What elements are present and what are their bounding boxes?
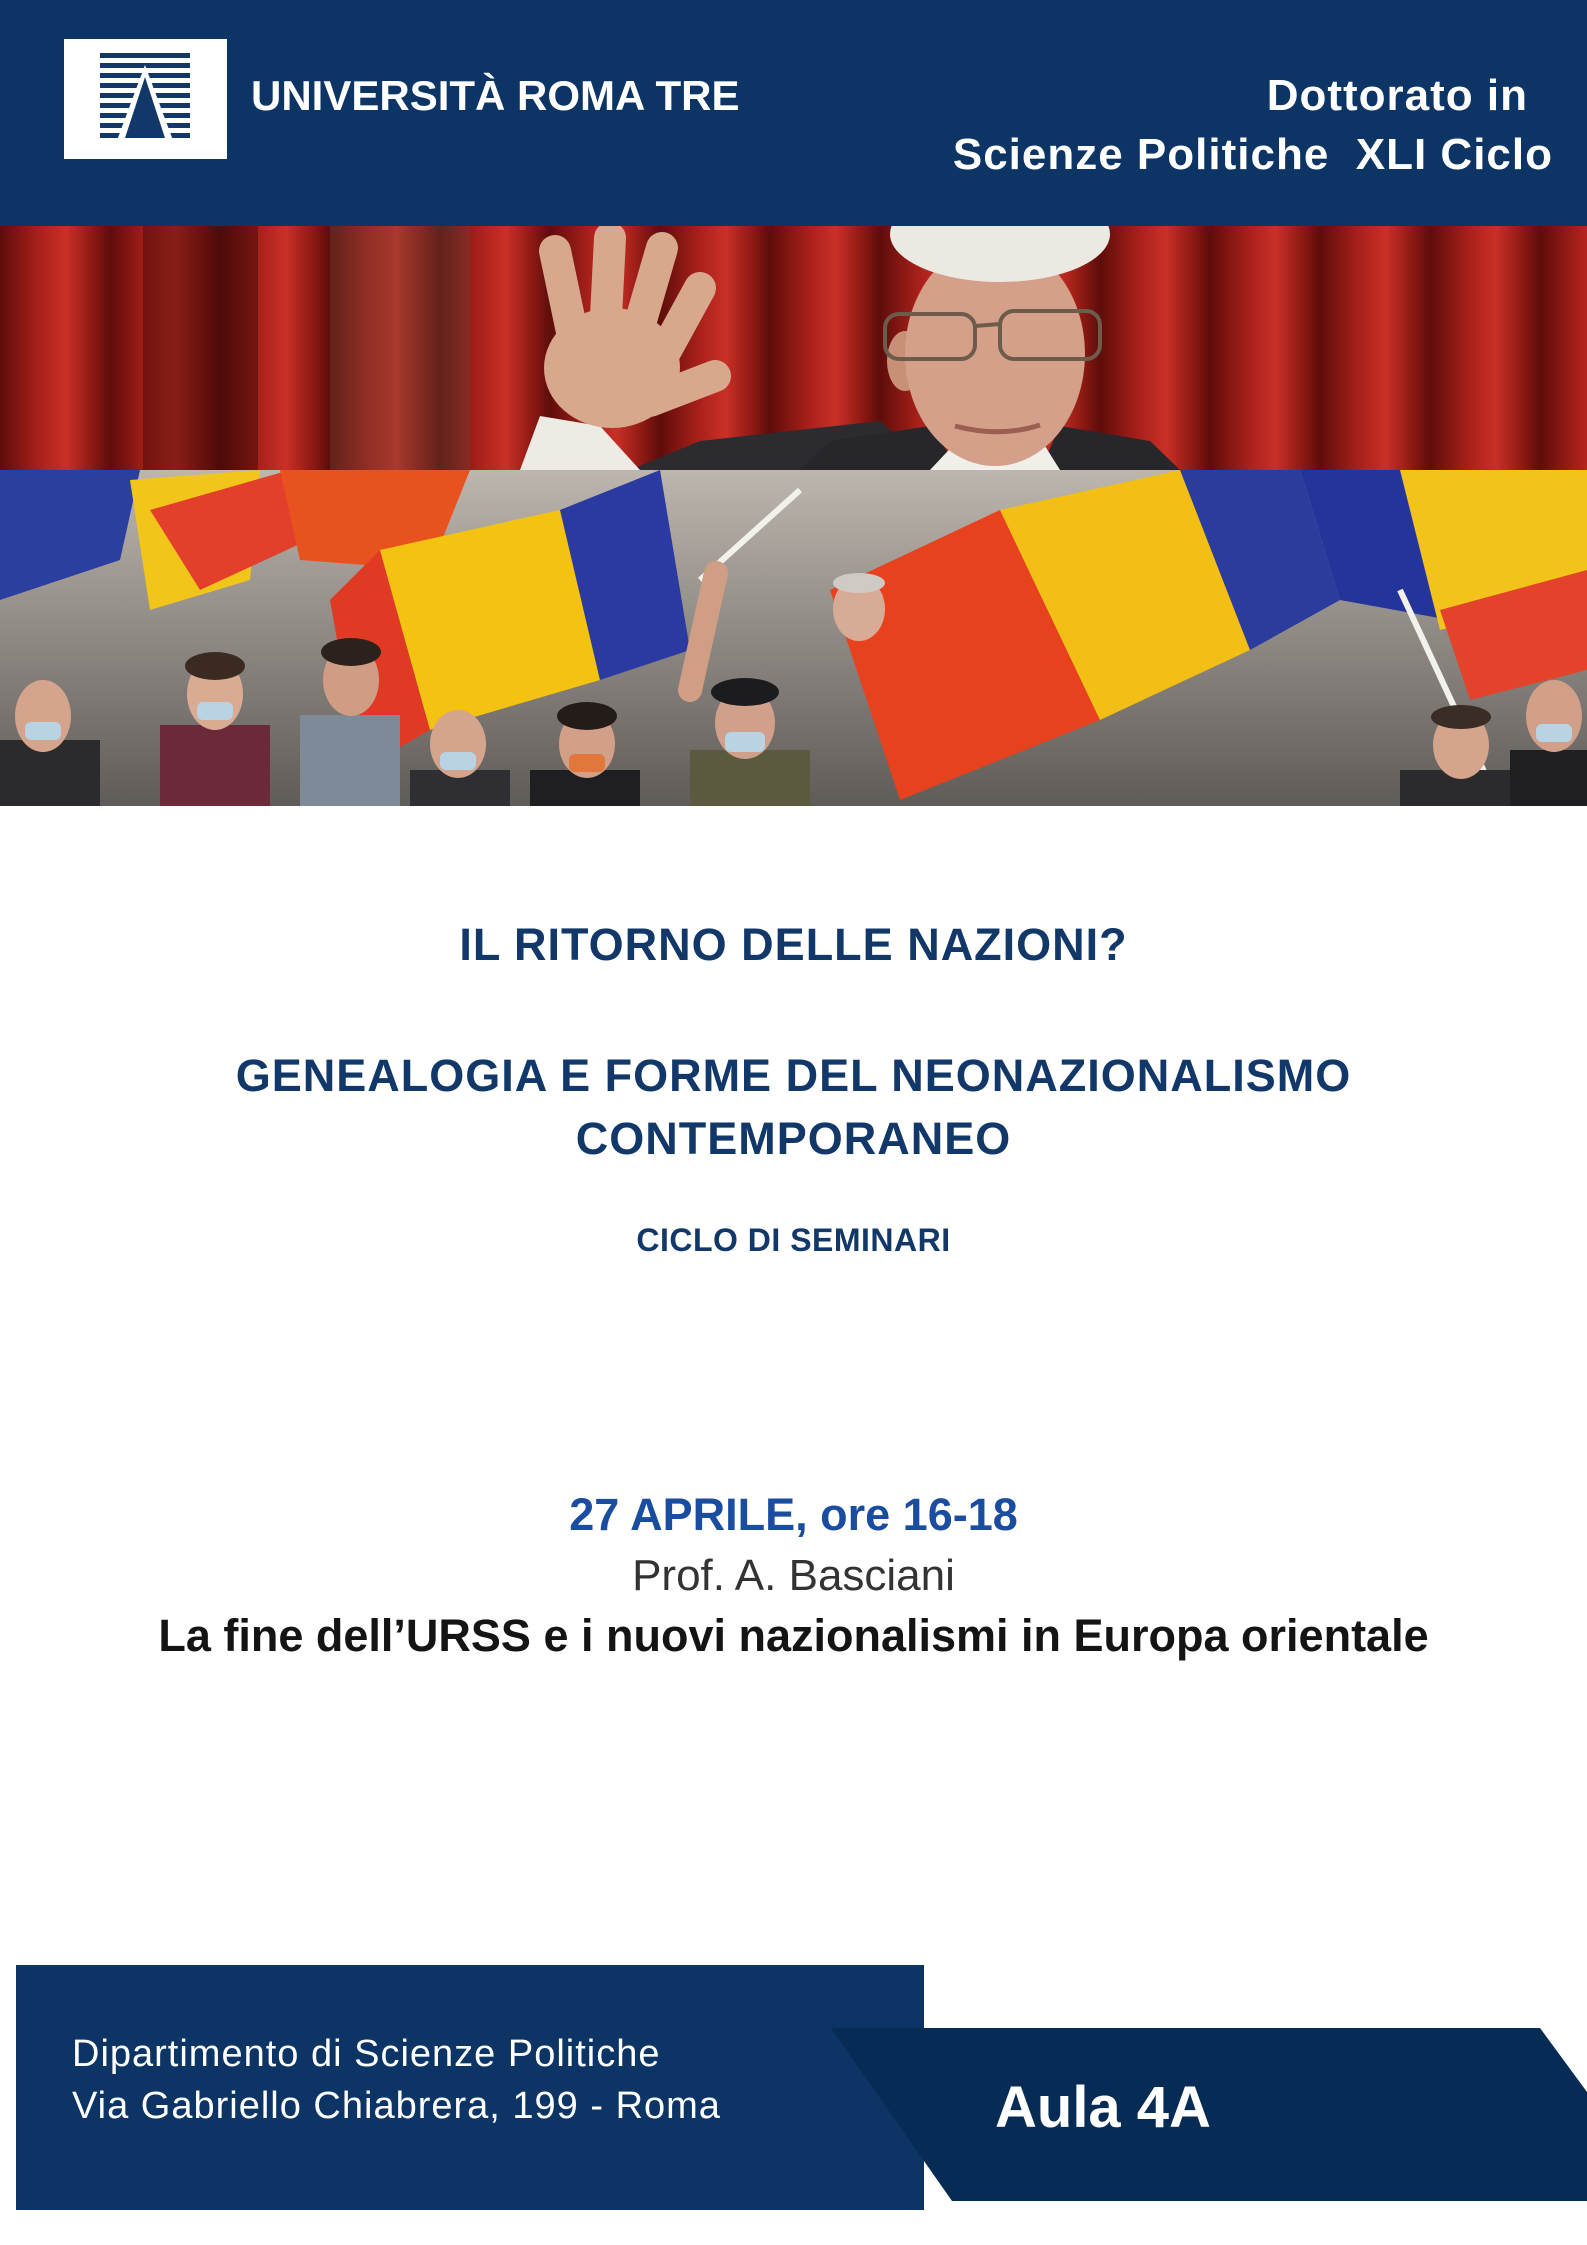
header-bar [0, 0, 1587, 226]
photo-banner-speaker [0, 226, 1587, 470]
event-subtitle-line1: GENEALOGIA E FORME DEL NEONAZIONALISMO [235, 1050, 1352, 1101]
footer-address: Via Gabriello Chiabrera, 199 - Roma [72, 2085, 721, 2127]
seminar-speaker: Prof. A. Basciani [632, 1551, 955, 1600]
series-label: CICLO DI SEMINARI [636, 1222, 951, 1258]
university-name: UNIVERSITÀ ROMA TRE [251, 72, 740, 119]
event-subtitle-line2: CONTEMPORANEO [575, 1113, 1012, 1164]
program-title-line2: Scienze Politiche XLI Ciclo [952, 130, 1553, 179]
seminar-date-time: 27 APRILE, ore 16-18 [569, 1489, 1018, 1540]
event-title: IL RITORNO DELLE NAZIONI? [459, 919, 1128, 970]
seminar-talk-title: La fine dell’URSS e i nuovi nazionalismi in Europa orientale [158, 1610, 1429, 1661]
university-logo [64, 39, 227, 159]
photo-banner-crowd [0, 470, 1587, 806]
program-title-line1: Dottorato in [1266, 71, 1528, 120]
footer-department: Dipartimento di Scienze Politiche [72, 2033, 661, 2075]
footer-room: Aula 4A [995, 2075, 1211, 2140]
logo-emblem-icon [64, 39, 227, 159]
